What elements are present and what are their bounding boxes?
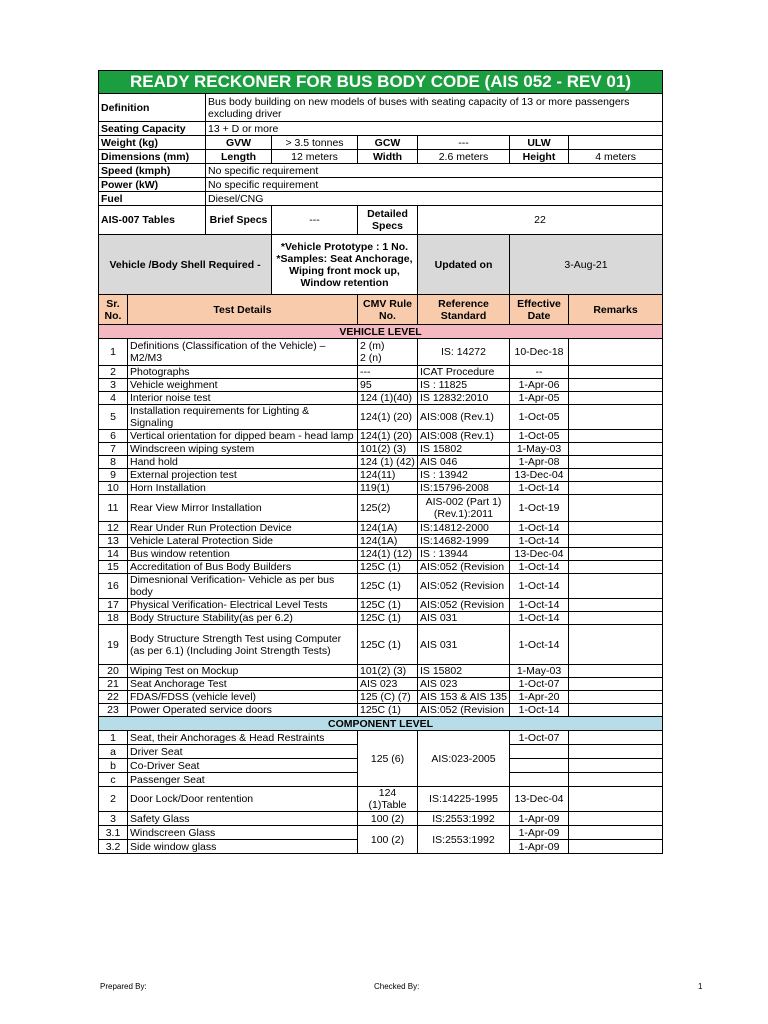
col-ref: Reference Standard [418, 295, 510, 325]
row-test: Horn Installation [128, 482, 358, 495]
samples-text: *Samples: Seat Anchorage, Wiping front mock up, Window retention [276, 252, 413, 289]
row-effective-date: 1-Oct-14 [510, 704, 569, 717]
gcw-label: GCW [358, 136, 418, 150]
row-sr: 23 [99, 704, 128, 717]
windscreen-remarks [569, 826, 663, 840]
row-effective-date: 1-Apr-20 [510, 691, 569, 704]
side-glass-sr: 3.2 [99, 840, 128, 854]
row-test: Bus window retention [128, 548, 358, 561]
table-row [99, 456, 663, 469]
side-glass-test: Side window glass [128, 840, 358, 854]
row-effective-date: 10-Dec-18 [510, 339, 569, 366]
windscreen-test: Windscreen Glass [128, 826, 358, 840]
passenger-test: Passenger Seat [128, 773, 358, 787]
row-sr: 21 [99, 678, 128, 691]
row-test: Wiping Test on Mockup [128, 665, 358, 678]
row-test: Body Structure Strength Test using Computer (as per 6.1) (Including Joint Strength Tests) [128, 625, 358, 665]
passenger-remarks [569, 773, 663, 787]
row-ref: AIS 031 [418, 625, 510, 665]
row-cmv: 2 (m) 2 (n) [358, 339, 418, 366]
row-ref: IS : 11825 [418, 379, 510, 392]
driver-test: Driver Seat [128, 745, 358, 759]
door-ref: IS:14225-1995 [418, 787, 510, 812]
row-cmv: AIS 023 [358, 678, 418, 691]
row-test: Rear Under Run Protection Device [128, 522, 358, 535]
updated-label: Updated on [418, 235, 510, 295]
col-remarks: Remarks [569, 295, 663, 325]
ready-reckoner-sheet [98, 70, 662, 854]
row-effective-date: 1-Oct-14 [510, 561, 569, 574]
weight-label: Weight (kg) [99, 136, 206, 150]
row-sr: 19 [99, 625, 128, 665]
row-ref: AIS:052 (Revision [418, 599, 510, 612]
row-sr: 12 [99, 522, 128, 535]
row-ref: AIS 046 [418, 456, 510, 469]
table-row [99, 599, 663, 612]
row-cmv: 125C (1) [358, 599, 418, 612]
driver-eff [510, 745, 569, 759]
table-row [99, 574, 663, 599]
door-eff: 13-Dec-04 [510, 787, 569, 812]
row-effective-date: 13-Dec-04 [510, 469, 569, 482]
row-ref: IS 15802 [418, 443, 510, 456]
row-remarks [569, 495, 663, 522]
row-remarks [569, 339, 663, 366]
door-test: Door Lock/Door rentention [128, 787, 358, 812]
row-effective-date: 1-Oct-14 [510, 625, 569, 665]
row-remarks [569, 678, 663, 691]
col-cmv: CMV Rule No. [358, 295, 418, 325]
row-ref: IS: 14272 [418, 339, 510, 366]
seating-value: 13 + D or more [206, 122, 663, 136]
row-test: Dimesnional Verification- Vehicle as per bus body [128, 574, 358, 599]
row-test: External projection test [128, 469, 358, 482]
row-sr: 1 [99, 339, 128, 366]
row-effective-date: 1-Oct-05 [510, 405, 569, 430]
row-effective-date: 13-Dec-04 [510, 548, 569, 561]
row-sr: 22 [99, 691, 128, 704]
row-cmv: 125C (1) [358, 561, 418, 574]
row-sr: 11 [99, 495, 128, 522]
row-remarks [569, 366, 663, 379]
row-remarks [569, 548, 663, 561]
glass-test: Safety Glass [128, 812, 358, 826]
seating-label: Seating Capacity [99, 122, 206, 136]
codriver-sr: b [99, 759, 128, 773]
length-label: Length [206, 150, 272, 164]
row-ref: IS : 13942 [418, 469, 510, 482]
row-effective-date: 1-Oct-14 [510, 535, 569, 548]
row-effective-date: 1-May-03 [510, 443, 569, 456]
row-test: Body Structure Stability(as per 6.2) [128, 612, 358, 625]
row-sr: 17 [99, 599, 128, 612]
row-cmv: 124(11) [358, 469, 418, 482]
row-remarks [569, 665, 663, 678]
row-test: Accreditation of Bus Body Builders [128, 561, 358, 574]
length-value: 12 meters [272, 150, 358, 164]
row-sr: 3 [99, 379, 128, 392]
row-sr: 20 [99, 665, 128, 678]
row-effective-date: 1-Oct-14 [510, 612, 569, 625]
row-ref: AIS:008 (Rev.1) [418, 430, 510, 443]
row-cmv: 124(1) (20) [358, 430, 418, 443]
table-row [99, 704, 663, 717]
row-sr: 5 [99, 405, 128, 430]
prepared-by-label: Prepared By: [100, 982, 147, 991]
row-effective-date: 1-May-03 [510, 665, 569, 678]
row-ref: IS:14812-2000 [418, 522, 510, 535]
row-effective-date: 1-Apr-05 [510, 392, 569, 405]
row-sr: 14 [99, 548, 128, 561]
col-test: Test Details [128, 295, 358, 325]
header-table [98, 70, 663, 295]
seat-remarks [569, 731, 663, 745]
passenger-eff [510, 773, 569, 787]
side-glass-eff: 1-Apr-09 [510, 840, 569, 854]
row-remarks [569, 469, 663, 482]
row-test: Physical Verification- Electrical Level Tests [128, 599, 358, 612]
row-cmv: 119(1) [358, 482, 418, 495]
row-ref: AIS 031 [418, 612, 510, 625]
row-remarks [569, 443, 663, 456]
row-remarks [569, 482, 663, 495]
passenger-sr: c [99, 773, 128, 787]
table-row [99, 405, 663, 430]
vehicle-level-rows [99, 339, 663, 717]
gvw-value: > 3.5 tonnes [272, 136, 358, 150]
brief-label: Brief Specs [206, 206, 272, 235]
row-cmv: 124 (1) (42) [358, 456, 418, 469]
speed-label: Speed (kmph) [99, 164, 206, 178]
power-value: No specific requirement [206, 178, 663, 192]
checked-by-label: Checked By: [374, 982, 420, 991]
updated-value: 3-Aug-21 [510, 235, 663, 295]
gcw-value: --- [418, 136, 510, 150]
row-sr: 8 [99, 456, 128, 469]
vehicle-required-label: Vehicle /Body Shell Required - [99, 235, 272, 295]
row-sr: 6 [99, 430, 128, 443]
row-cmv: 101(2) (3) [358, 665, 418, 678]
row-effective-date: 1-Apr-08 [510, 456, 569, 469]
row-ref: AIS-002 (Part 1) (Rev.1):2011 [418, 495, 510, 522]
table-row [99, 535, 663, 548]
page-number: 1 [698, 982, 703, 991]
seat-test: Seat, their Anchorages & Head Restraints [128, 731, 358, 745]
row-sr: 9 [99, 469, 128, 482]
vehicle-level-header: VEHICLE LEVEL [99, 325, 663, 339]
side-glass-remarks [569, 840, 663, 854]
row-remarks [569, 691, 663, 704]
row-cmv: 95 [358, 379, 418, 392]
row-test: Interior noise test [128, 392, 358, 405]
row-cmv: 125 (C) (7) [358, 691, 418, 704]
door-cmv: 124 (1)Table [358, 787, 418, 812]
seat-cmv: 125 (6) [358, 731, 418, 787]
row-test: Vertical orientation for dipped beam - head lamp [128, 430, 358, 443]
row-test: FDAS/FDSS (vehicle level) [128, 691, 358, 704]
row-effective-date: 1-Oct-19 [510, 495, 569, 522]
row-cmv: 125C (1) [358, 704, 418, 717]
driver-sr: a [99, 745, 128, 759]
row-effective-date: 1-Oct-14 [510, 599, 569, 612]
table-row [99, 430, 663, 443]
row-remarks [569, 704, 663, 717]
table-row [99, 691, 663, 704]
glass-ref: IS:2553:1992 [418, 812, 510, 826]
gvw-label: GVW [206, 136, 272, 150]
definition-label: Definition [99, 94, 206, 122]
row-effective-date: -- [510, 366, 569, 379]
glass-eff: 1-Apr-09 [510, 812, 569, 826]
row-effective-date: 1-Oct-14 [510, 574, 569, 599]
row-effective-date: 1-Oct-14 [510, 522, 569, 535]
glass-cmv: 100 (2) [358, 812, 418, 826]
row-ref: AIS:008 (Rev.1) [418, 405, 510, 430]
table-row [99, 482, 663, 495]
table-row [99, 548, 663, 561]
row-ref: IS:15796-2008 [418, 482, 510, 495]
row-cmv: 124(1A) [358, 535, 418, 548]
row-cmv: 125C (1) [358, 574, 418, 599]
row-remarks [569, 379, 663, 392]
component-level-header: COMPONENT LEVEL [99, 717, 663, 731]
row-ref: AIS 023 [418, 678, 510, 691]
speed-value: No specific requirement [206, 164, 663, 178]
row-remarks [569, 574, 663, 599]
col-sr: Sr. No. [99, 295, 128, 325]
table-row [99, 443, 663, 456]
detailed-value: 22 [418, 206, 663, 235]
door-sr: 2 [99, 787, 128, 812]
table-row [99, 625, 663, 665]
row-cmv: 124(1) (20) [358, 405, 418, 430]
row-sr: 16 [99, 574, 128, 599]
table-row [99, 561, 663, 574]
width-value: 2.6 meters [418, 150, 510, 164]
row-ref: IS 15802 [418, 665, 510, 678]
row-sr: 4 [99, 392, 128, 405]
seat-ref: AIS:023-2005 [418, 731, 510, 787]
row-remarks [569, 405, 663, 430]
codriver-eff [510, 759, 569, 773]
table-row [99, 678, 663, 691]
codriver-test: Co-Driver Seat [128, 759, 358, 773]
table-row [99, 495, 663, 522]
row-remarks [569, 430, 663, 443]
row-cmv: 124(1) (12) [358, 548, 418, 561]
row-ref: AIS:052 (Revision [418, 704, 510, 717]
height-value: 4 meters [569, 150, 663, 164]
driver-remarks [569, 745, 663, 759]
row-remarks [569, 522, 663, 535]
row-sr: 10 [99, 482, 128, 495]
row-test: Rear View Mirror Installation [128, 495, 358, 522]
side-glass-ref: IS:2553:1992 [418, 826, 510, 854]
table-row [99, 522, 663, 535]
table-row [99, 366, 663, 379]
row-cmv: 125C (1) [358, 625, 418, 665]
row-ref: IS : 13944 [418, 548, 510, 561]
seat-sr: 1 [99, 731, 128, 745]
vehicle-required-value [272, 235, 418, 295]
row-cmv: --- [358, 366, 418, 379]
power-label: Power (kW) [99, 178, 206, 192]
page-title: READY RECKONER FOR BUS BODY CODE (AIS 052 - REV 01) [99, 71, 663, 94]
detailed-label: Detailed Specs [358, 206, 418, 235]
row-test: Seat Anchorage Test [128, 678, 358, 691]
table-row [99, 665, 663, 678]
glass-sr: 3 [99, 812, 128, 826]
row-test: Power Operated service doors [128, 704, 358, 717]
test-table [98, 294, 663, 854]
ulw-label: ULW [510, 136, 569, 150]
row-ref: IS 12832:2010 [418, 392, 510, 405]
row-remarks [569, 561, 663, 574]
row-sr: 7 [99, 443, 128, 456]
brief-value: --- [272, 206, 358, 235]
table-row [99, 469, 663, 482]
row-effective-date: 1-Apr-06 [510, 379, 569, 392]
width-label: Width [358, 150, 418, 164]
table-row [99, 612, 663, 625]
row-sr: 2 [99, 366, 128, 379]
door-remarks [569, 787, 663, 812]
row-cmv: 101(2) (3) [358, 443, 418, 456]
row-effective-date: 1-Oct-14 [510, 482, 569, 495]
fuel-value: Diesel/CNG [206, 192, 663, 206]
row-remarks [569, 599, 663, 612]
row-test: Definitions (Classification of the Vehicle) –M2/M3 [128, 339, 358, 366]
table-row [99, 339, 663, 366]
row-cmv: 125C (1) [358, 612, 418, 625]
seat-eff: 1-Oct-07 [510, 731, 569, 745]
row-test: Photographs [128, 366, 358, 379]
row-ref: AIS:052 (Revision [418, 561, 510, 574]
row-ref: AIS 153 & AIS 135 [418, 691, 510, 704]
row-remarks [569, 456, 663, 469]
definition-value: Bus body building on new models of buses with seating capacity of 13 or more passengers excluding driver [206, 94, 663, 122]
vehicle-prototype-text: *Vehicle Prototype : 1 No. [280, 240, 409, 253]
row-sr: 15 [99, 561, 128, 574]
row-remarks [569, 392, 663, 405]
codriver-remarks [569, 759, 663, 773]
fuel-label: Fuel [99, 192, 206, 206]
side-glass-cmv: 100 (2) [358, 826, 418, 854]
row-sr: 18 [99, 612, 128, 625]
height-label: Height [510, 150, 569, 164]
dimensions-label: Dimensions (mm) [99, 150, 206, 164]
ais-label: AIS-007 Tables [99, 206, 206, 235]
row-ref: AIS:052 (Revision [418, 574, 510, 599]
glass-remarks [569, 812, 663, 826]
row-cmv: 124(1A) [358, 522, 418, 535]
row-test: Vehicle weighment [128, 379, 358, 392]
table-row [99, 379, 663, 392]
windscreen-sr: 3.1 [99, 826, 128, 840]
row-test: Installation requirements for Lighting & Signaling [128, 405, 358, 430]
ulw-value [569, 136, 663, 150]
row-cmv: 124 (1)(40) [358, 392, 418, 405]
row-test: Vehicle Lateral Protection Side [128, 535, 358, 548]
row-cmv: 125(2) [358, 495, 418, 522]
col-eff: Effective Date [510, 295, 569, 325]
row-test: Windscreen wiping system [128, 443, 358, 456]
row-remarks [569, 625, 663, 665]
row-ref: ICAT Procedure [418, 366, 510, 379]
row-effective-date: 1-Oct-07 [510, 678, 569, 691]
row-remarks [569, 535, 663, 548]
row-test: Hand hold [128, 456, 358, 469]
row-sr: 13 [99, 535, 128, 548]
row-ref: IS:14682-1999 [418, 535, 510, 548]
row-effective-date: 1-Oct-05 [510, 430, 569, 443]
table-row [99, 392, 663, 405]
row-remarks [569, 612, 663, 625]
windscreen-eff: 1-Apr-09 [510, 826, 569, 840]
